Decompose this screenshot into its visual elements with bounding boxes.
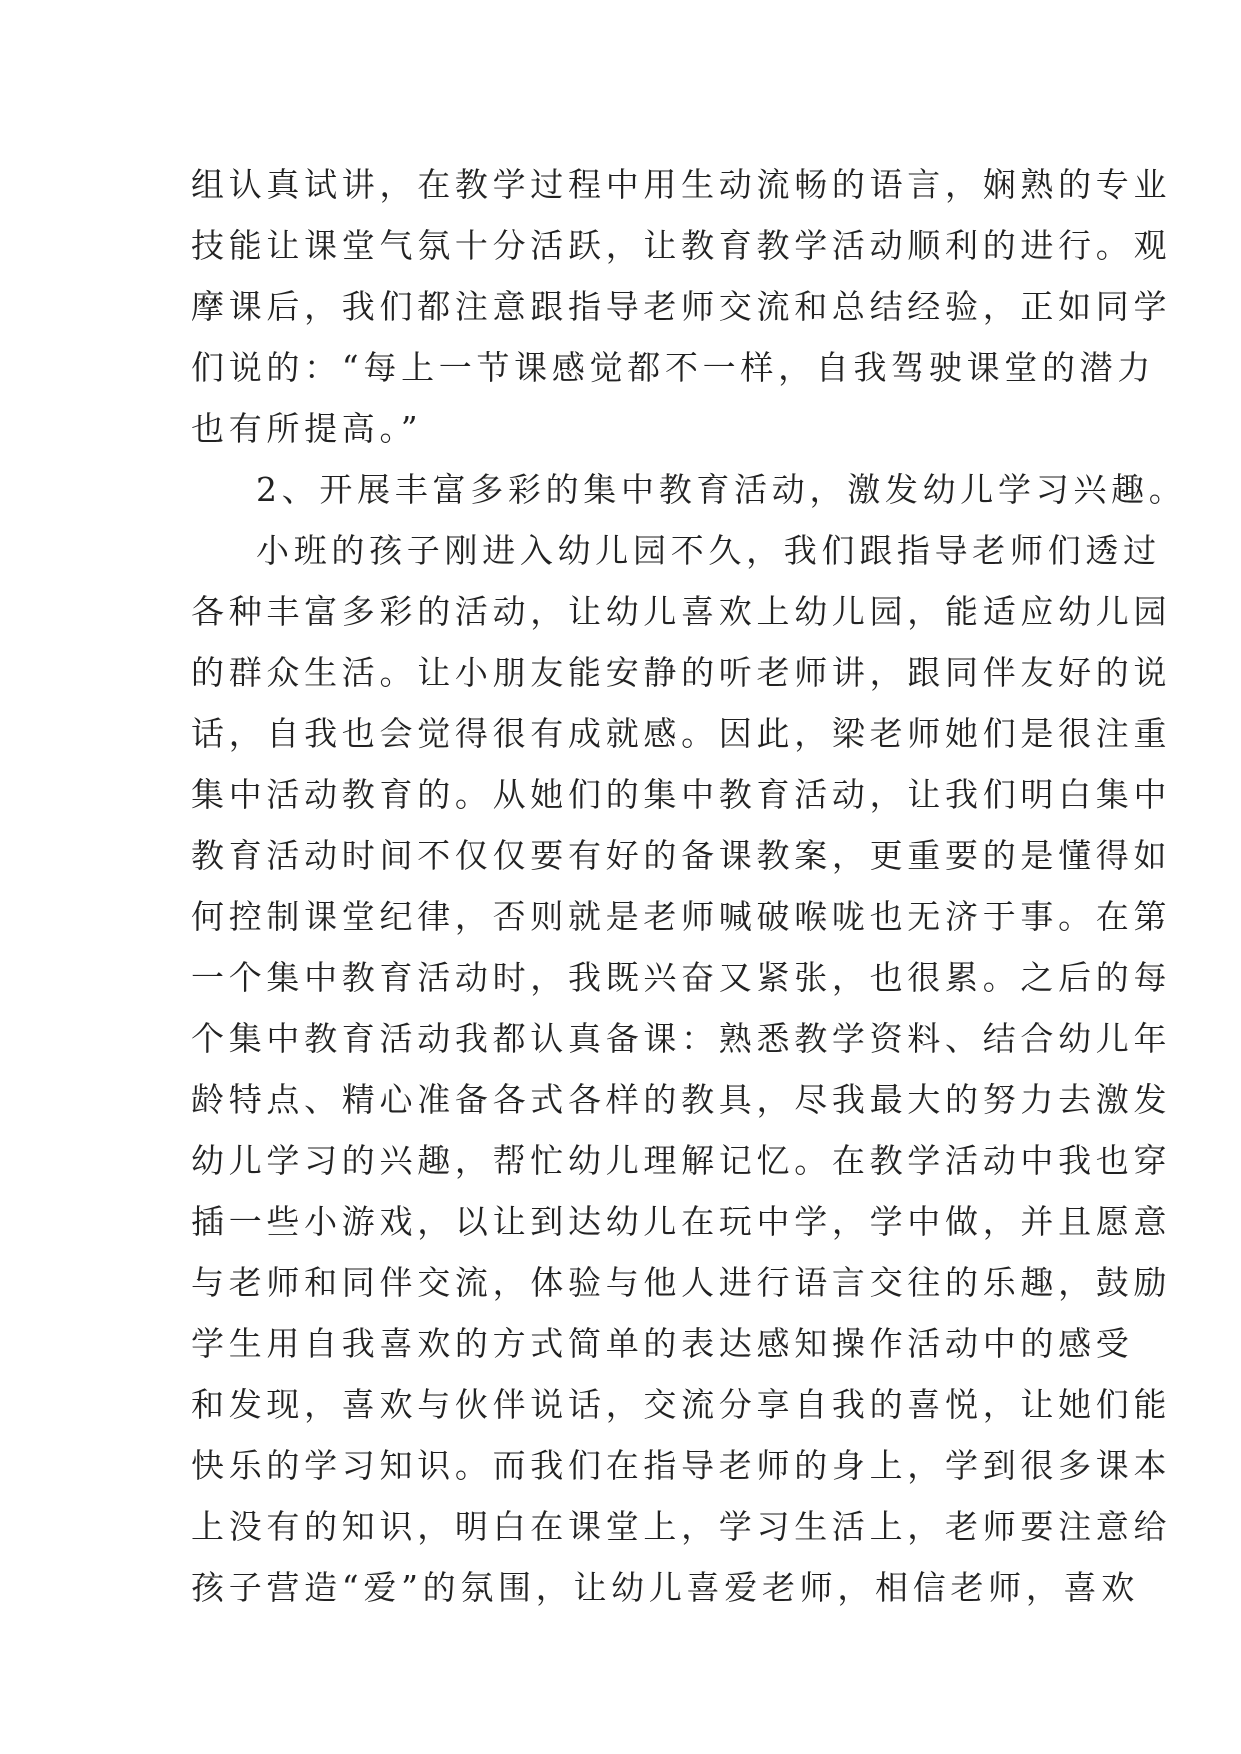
text-line: 摩课后，我们都注意跟指导老师交流和总结经验，正如同学 (191, 287, 1172, 326)
text-line: 幼儿学习的兴趣，帮忙幼儿理解记忆。在教学活动中我也穿 (191, 1141, 1172, 1180)
section-heading: 2、开展丰富多彩的集中教育活动，激发幼儿学习兴趣。 (256, 470, 1187, 509)
text-line: 一个集中教育活动时，我既兴奋又紧张，也很累。之后的每 (191, 958, 1172, 997)
text-line: 插一些小游戏，以让到达幼儿在玩中学，学中做，并且愿意 (191, 1202, 1172, 1241)
text-line: 与老师和同伴交流，体验与他人进行语言交往的乐趣，鼓励 (191, 1263, 1172, 1302)
text-line: 各种丰富多彩的活动，让幼儿喜欢上幼儿园，能适应幼儿园 (191, 592, 1172, 631)
text-line: 学生用自我喜欢的方式简单的表达感知操作活动中的感受 (191, 1324, 1134, 1363)
text-line: 话，自我也会觉得很有成就感。因此，梁老师她们是很注重 (191, 714, 1172, 753)
text-line: 集中活动教育的。从她们的集中教育活动，让我们明白集中 (191, 775, 1172, 814)
text-line: 也有所提高。” (191, 409, 423, 448)
text-line: 技能让课堂气氛十分活跃，让教育教学活动顺利的进行。观 (191, 226, 1172, 265)
text-line: 孩子营造“爱”的氛围，让幼儿喜爱老师，相信老师，喜欢 (191, 1568, 1139, 1607)
text-line: 的群众生活。让小朋友能安静的听老师讲，跟同伴友好的说 (191, 653, 1172, 692)
text-line: 和发现，喜欢与伙伴说话，交流分享自我的喜悦，让她们能 (191, 1385, 1172, 1424)
text-line: 组认真试讲，在教学过程中用生动流畅的语言，娴熟的专业 (191, 165, 1172, 204)
text-line: 个集中教育活动我都认真备课：熟悉教学资料、结合幼儿年 (191, 1019, 1172, 1058)
paragraph-first-line: 小班的孩子刚进入幼儿园不久，我们跟指导老师们透过 (256, 531, 1161, 570)
text-line: 何控制课堂纪律，否则就是老师喊破喉咙也无济于事。在第 (191, 897, 1172, 936)
text-line: 教育活动时间不仅仅要有好的备课教案，更重要的是懂得如 (191, 836, 1172, 875)
text-line: 龄特点、精心准备各式各样的教具，尽我最大的努力去激发 (191, 1080, 1172, 1119)
text-line: 们说的：“每上一节课感觉都不一样，自我驾驶课堂的潜力 (191, 348, 1156, 387)
text-line: 上没有的知识，明白在课堂上，学习生活上，老师要注意给 (191, 1507, 1172, 1546)
text-line: 快乐的学习知识。而我们在指导老师的身上，学到很多课本 (191, 1446, 1172, 1485)
